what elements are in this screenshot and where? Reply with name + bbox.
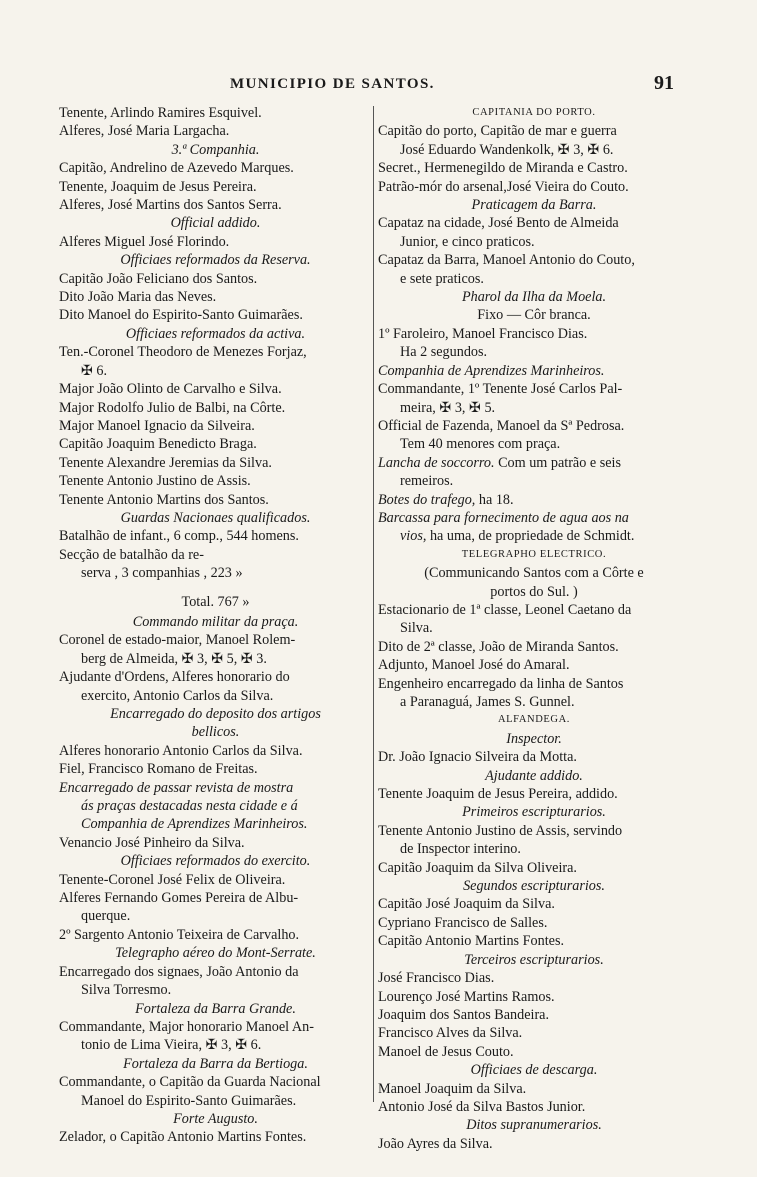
entry-line: Major Manoel Ignacio da Silveira.: [59, 417, 255, 434]
section-title: CAPITANIA DO PORTO.: [472, 107, 596, 118]
entry-line: 2º Sargento Antonio Teixeira de Carvalho.: [59, 926, 300, 943]
entry-line: Tenente Alexandre Jeremias da Silva.: [59, 454, 272, 471]
section-heading: Commando militar da praça.: [132, 613, 299, 630]
page-number: 91: [654, 72, 674, 94]
entry-line: Lancha de soccorro. Com um patrão e seis: [378, 454, 621, 471]
entry-line: Tenente, Arlindo Ramires Esquivel.: [59, 105, 262, 121]
continuation-line: ✠ 6.: [81, 362, 108, 379]
entry-line: Dito de 2ª classe, João de Miranda Santos.: [378, 638, 619, 655]
italic-entry: Barcassa para fornecimento de agua aos na: [378, 509, 629, 526]
entry-line: João Ayres da Silva.: [378, 1135, 493, 1152]
entry-line: Major Rodolfo Julio de Balbi, na Côrte.: [59, 399, 286, 416]
entry-line: Joaquim dos Santos Bandeira.: [378, 1006, 550, 1023]
entry-line: Encarregado dos signaes, João Antonio da: [59, 963, 299, 980]
entry-line: Ten.-Coronel Theodoro de Menezes Forjaz,: [59, 344, 307, 361]
entry-line: Ajudante d'Ordens, Alferes honorario do: [59, 669, 290, 686]
italic-entry: Companhia de Aprendizes Marinheiros.: [378, 362, 605, 379]
section-title: TELEGRAPHO ELECTRICO.: [461, 548, 607, 560]
entry-line: Dr. João Ignacio Silveira da Motta.: [378, 749, 577, 766]
entry-line: Capataz da Barra, Manoel Antonio do Couto,: [378, 252, 635, 269]
entry-line: Manoel Joaquim da Silva.: [378, 1080, 527, 1097]
entry-line: Alferes, José Martins dos Santos Serra.: [59, 197, 282, 214]
continuation-line: exercito, Antonio Carlos da Silva.: [81, 687, 274, 704]
section-heading: Primeiros escripturarios.: [462, 804, 606, 821]
section-heading: Officiaes reformados do exercito.: [120, 853, 311, 870]
entry-line: Commandante, o Capitão da Guarda Nacional: [59, 1074, 321, 1091]
entry-line: Capitão Joaquim Benedicto Braga.: [59, 436, 257, 453]
continuation-line: Tem 40 menores com praça.: [400, 436, 561, 453]
entry-line: Coronel de estado-maior, Manoel Rolem-: [59, 632, 296, 649]
entry-line: Capataz na cidade, José Bento de Almeida: [378, 215, 619, 232]
section-heading: Praticagem da Barra.: [471, 197, 597, 214]
section-heading: Fortaleza da Barra da Bertioga.: [123, 1055, 308, 1072]
section-heading: Guardas Nacionaes qualificados.: [120, 509, 311, 526]
entry-line: Cypriano Francisco de Salles.: [378, 914, 548, 931]
section-heading: Fortaleza da Barra Grande.: [135, 1000, 296, 1017]
entry-line: vios, ha uma, de propriedade de Schmidt.: [400, 528, 635, 545]
continuation-line: de Inspector interino.: [400, 841, 521, 858]
entry-line: Capitão José Joaquim da Silva.: [378, 896, 555, 913]
entry-line: Alferes Fernando Gomes Pereira de Albu-: [59, 890, 299, 907]
entry-line: Venancio José Pinheiro da Silva.: [59, 834, 245, 851]
continuation-line: meira, ✠ 3, ✠ 5.: [400, 399, 496, 416]
entry-line: Adjunto, Manoel José do Amaral.: [378, 657, 570, 674]
continuation-line: e sete praticos.: [400, 270, 484, 287]
total-line: Total. 767 »: [181, 593, 250, 610]
entry-line: Dito Manoel do Espirito-Santo Guimarães.: [59, 307, 303, 324]
section-heading: 3.ª Companhia.: [171, 141, 260, 158]
centered-line: (Communicando Santos com a Côrte e: [424, 565, 644, 582]
entry-line: Capitão Joaquim da Silva Oliveira.: [378, 859, 577, 876]
continuation-line: Silva.: [400, 620, 433, 637]
section-heading: bellicos.: [191, 724, 240, 741]
left-column: [59, 104, 372, 1147]
section-heading: Segundos escripturarios.: [463, 878, 605, 895]
continuation-line: José Eduardo Wandenkolk, ✠ 3, ✠ 6.: [400, 141, 614, 158]
continuation-line: berg de Almeida, ✠ 3, ✠ 5, ✠ 3.: [81, 650, 267, 667]
section-heading: Terceiros escripturarios.: [464, 951, 604, 968]
entry-line: Estacionario de 1ª classe, Leonel Caetano da: [378, 601, 632, 618]
continuation-line: a Paranaguá, James S. Gunnel.: [400, 694, 575, 710]
section-heading: Encarregado do deposito dos artigos: [110, 706, 321, 722]
entry-line: Tenente, Joaquim de Jesus Pereira.: [59, 178, 257, 195]
entry-line: Tenente Antonio Justino de Assis.: [59, 473, 251, 490]
entry-line: Capitão Antonio Martins Fontes.: [378, 933, 565, 950]
entry-line: Dito João Maria das Neves.: [59, 289, 217, 306]
entry-line: Tenente Antonio Justino de Assis, servindo: [378, 822, 623, 839]
entry-line: Zelador, o Capitão Antonio Martins Fontes.: [59, 1129, 307, 1146]
section-heading: Ajudante addido.: [485, 767, 583, 784]
continuation-line: Manoel do Espirito-Santo Guimarães.: [81, 1092, 297, 1109]
entry-line: Secção de batalhão da re-: [59, 546, 204, 563]
continuation-line: Junior, e cinco praticos.: [400, 233, 535, 250]
entry-line: Fiel, Francisco Romano de Freitas.: [59, 761, 258, 778]
entry-line: Commandante, Major honorario Manoel An-: [59, 1018, 314, 1035]
continuation-line: serva , 3 companhias , 223 »: [81, 565, 243, 582]
italic-continuation: ás praças destacadas nesta cidade e á: [81, 798, 298, 815]
section-heading: Officiaes reformados da activa.: [125, 325, 306, 342]
continuation-line: remeiros.: [400, 473, 454, 490]
column-divider: [373, 106, 374, 1102]
entry-line: Lourenço José Martins Ramos.: [378, 988, 555, 1005]
section-title: ALFANDEGA.: [497, 714, 570, 726]
continuation-line: Ha 2 segundos.: [400, 344, 488, 361]
entry-line: Capitão João Feliciano dos Santos.: [59, 270, 258, 287]
entry-line: Francisco Alves da Silva.: [378, 1025, 523, 1042]
entry-line: Capitão, Andrelino de Azevedo Marques.: [59, 160, 294, 177]
entry-line: Manoel de Jesus Couto.: [378, 1043, 514, 1060]
continuation-line: tonio de Lima Vieira, ✠ 3, ✠ 6.: [81, 1037, 262, 1054]
entry-line: Alferes honorario Antonio Carlos da Silva.: [59, 742, 303, 759]
section-heading: Officiaes reformados da Reserva.: [120, 252, 311, 269]
right-column: [378, 104, 690, 1153]
section-heading: Official addido.: [170, 215, 261, 232]
entry-line: Major João Olinto de Carvalho e Silva.: [59, 381, 282, 398]
entry-line: Tenente Antonio Martins dos Santos.: [59, 491, 269, 508]
continuation-line: querque.: [81, 908, 131, 925]
entry-line: 1º Faroleiro, Manoel Francisco Dias.: [378, 325, 588, 342]
entry-line: Alferes Miguel José Florindo.: [59, 233, 230, 250]
entry-line: Alferes, José Maria Largacha.: [59, 123, 230, 140]
continuation-line: Silva Torresmo.: [81, 982, 172, 999]
section-heading: Ditos supranumerarios.: [466, 1117, 602, 1134]
italic-entry: Encarregado de passar revista de mostra: [59, 779, 294, 796]
entry-line: Patrão-mór do arsenal,José Vieira do Couto.: [378, 178, 629, 195]
section-heading: Officiaes de descarga.: [470, 1062, 598, 1079]
italic-continuation: Companhia de Aprendizes Marinheiros.: [81, 816, 308, 833]
entry-line: Tenente-Coronel José Felix de Oliveira.: [59, 871, 286, 888]
entry-line: Antonio José da Silva Bastos Junior.: [378, 1098, 586, 1115]
entry-line: Capitão do porto, Capitão de mar e guerra: [378, 123, 617, 140]
entry-line: Engenheiro encarregado da linha de Santos: [378, 675, 624, 692]
entry-line: Official de Fazenda, Manoel da Sª Pedrosa.: [378, 417, 625, 434]
entry-line: José Francisco Dias.: [378, 970, 495, 987]
section-heading: Pharol da Ilha da Moela.: [461, 289, 607, 306]
section-heading: Inspector.: [506, 730, 562, 747]
centered-line: portos do Sul. ): [490, 583, 578, 600]
entry-line: Secret., Hermenegildo de Miranda e Castro.: [378, 160, 628, 177]
entry-line: Commandante, 1º Tenente José Carlos Pal-: [378, 381, 623, 398]
entry-line: Tenente Joaquim de Jesus Pereira, addido.: [378, 786, 618, 803]
entry-line: Botes do trafego, ha 18.: [378, 491, 514, 508]
section-heading: Forte Augusto.: [173, 1110, 258, 1127]
section-heading: Telegrapho aéreo do Mont-Serrate.: [115, 945, 316, 962]
running-header: MUNICIPIO DE SANTOS.: [230, 76, 435, 92]
entry-line: Batalhão de infant., 6 comp., 544 homens.: [59, 528, 299, 545]
centered-line: Fixo — Côr branca.: [477, 307, 591, 324]
